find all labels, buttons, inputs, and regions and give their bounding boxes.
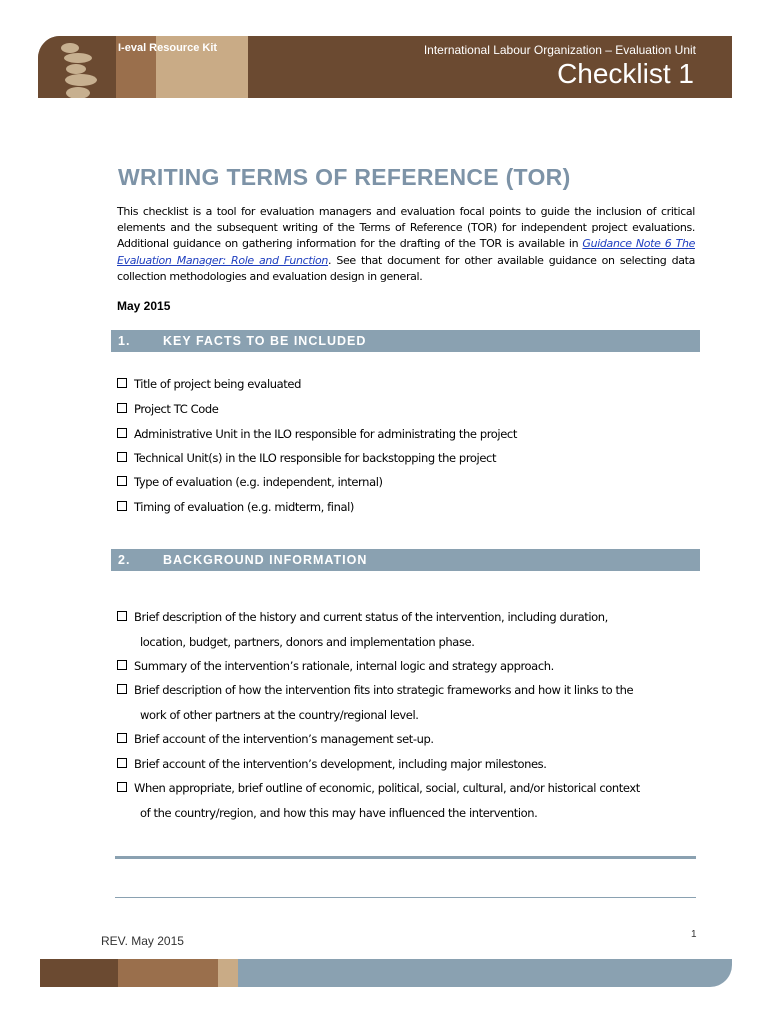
intro-text-before: This checklist is a tool for evaluation managers and evaluation focal points to guide the inclusion of critical elements and the subsequent writing of the Terms of Reference (TOR) for independent project evaluations. Additional guidance on gathering information for the drafting of the TOR is available in: [117, 205, 695, 251]
resource-kit-label: I-eval Resource Kit: [118, 42, 218, 54]
checkbox-icon[interactable]: [117, 660, 127, 670]
checklist-item[interactable]: [117, 610, 608, 624]
section-1-heading: KEY FACTS TO BE INCLUDED: [163, 334, 367, 348]
revision-label: REV. May 2015: [101, 934, 184, 948]
checklist-item[interactable]: [117, 659, 554, 673]
section-1-number: 1.: [118, 334, 131, 348]
checklist-item-label: Brief description of the history and current status of the intervention, including duration,: [134, 610, 608, 624]
footer-banner: [40, 959, 732, 987]
checklist-item[interactable]: [117, 402, 218, 416]
checkbox-icon[interactable]: [117, 452, 127, 462]
checklist-item-label: Type of evaluation (e.g. independent, internal): [134, 475, 383, 489]
checklist-item[interactable]: [117, 377, 301, 391]
checklist-item[interactable]: [117, 781, 640, 795]
footer-color-block-mid: [118, 959, 218, 987]
checklist-item-label: Brief account of the intervention’s development, including major milestones.: [134, 757, 547, 771]
checklist-item[interactable]: [117, 683, 633, 697]
checkbox-icon[interactable]: [117, 758, 127, 768]
checklist-item-label: Timing of evaluation (e.g. midterm, final): [134, 500, 355, 514]
section-2-heading: BACKGROUND INFORMATION: [163, 553, 368, 567]
checklist-item[interactable]: [117, 732, 434, 746]
checkbox-icon[interactable]: [117, 403, 127, 413]
checklist-item-label: Brief description of how the intervention fits into strategic frameworks and how it links to the: [134, 683, 634, 697]
organization-label: International Labour Organization – Evaluation Unit: [423, 43, 696, 57]
checklist-item-label: Title of project being evaluated: [134, 377, 301, 391]
checklist-item-label: Brief account of the intervention’s management set-up.: [134, 732, 434, 746]
divider-thin: [115, 897, 696, 898]
footer-color-block-dark: [40, 959, 118, 987]
checklist-item-label: When appropriate, brief outline of economic, political, social, cultural, and/or historical context: [134, 781, 640, 795]
checkbox-icon[interactable]: [117, 428, 127, 438]
footer-color-block-light: [218, 959, 238, 987]
section-2-heading-bar: [111, 549, 700, 571]
checklist-item-continuation: of the country/region, and how this may have influenced the intervention.: [140, 806, 538, 820]
checklist-item-label: Summary of the intervention’s rationale, internal logic and strategy approach.: [134, 659, 554, 673]
checklist-item-label: Project TC Code: [134, 402, 219, 416]
document-title: WRITING TERMS OF REFERENCE (TOR): [118, 164, 571, 190]
checkbox-icon[interactable]: [117, 733, 127, 743]
intro-text-after: . See that document for other available guidance on selecting data collection methodologies and evaluation design in general.: [117, 253, 695, 283]
section-2-number: 2.: [118, 553, 131, 567]
checkbox-icon[interactable]: [117, 501, 127, 511]
checklist-item-continuation: work of other partners at the country/regional level.: [140, 708, 419, 722]
checklist-item-continuation: location, budget, partners, donors and implementation phase.: [140, 635, 475, 649]
stacked-stones-logo-icon: [48, 38, 118, 98]
checkbox-icon[interactable]: [117, 476, 127, 486]
intro-paragraph: [117, 204, 695, 285]
header-banner: [38, 36, 732, 98]
checklist-item-label: Technical Unit(s) in the ILO responsible for backstopping the project: [134, 451, 497, 465]
checklist-item-label: Administrative Unit in the ILO responsible for administrating the project: [134, 427, 517, 441]
checkbox-icon[interactable]: [117, 684, 127, 694]
divider-thick: [115, 856, 696, 859]
checklist-number-label: Checklist 1: [557, 58, 694, 89]
page-number: 1: [691, 929, 697, 940]
checklist-item[interactable]: [117, 500, 354, 514]
checkbox-icon[interactable]: [117, 782, 127, 792]
checklist-item[interactable]: [117, 427, 517, 441]
document-date: May 2015: [117, 299, 171, 313]
guidance-note-link[interactable]: Guidance Note 6 The Evaluation Manager: Role and Function: [117, 237, 695, 267]
section-1-heading-bar: [111, 330, 700, 352]
checkbox-icon[interactable]: [117, 611, 127, 621]
checklist-item[interactable]: [117, 451, 496, 465]
checkbox-icon[interactable]: [117, 378, 127, 388]
checklist-item[interactable]: [117, 475, 383, 489]
checklist-item[interactable]: [117, 757, 547, 771]
